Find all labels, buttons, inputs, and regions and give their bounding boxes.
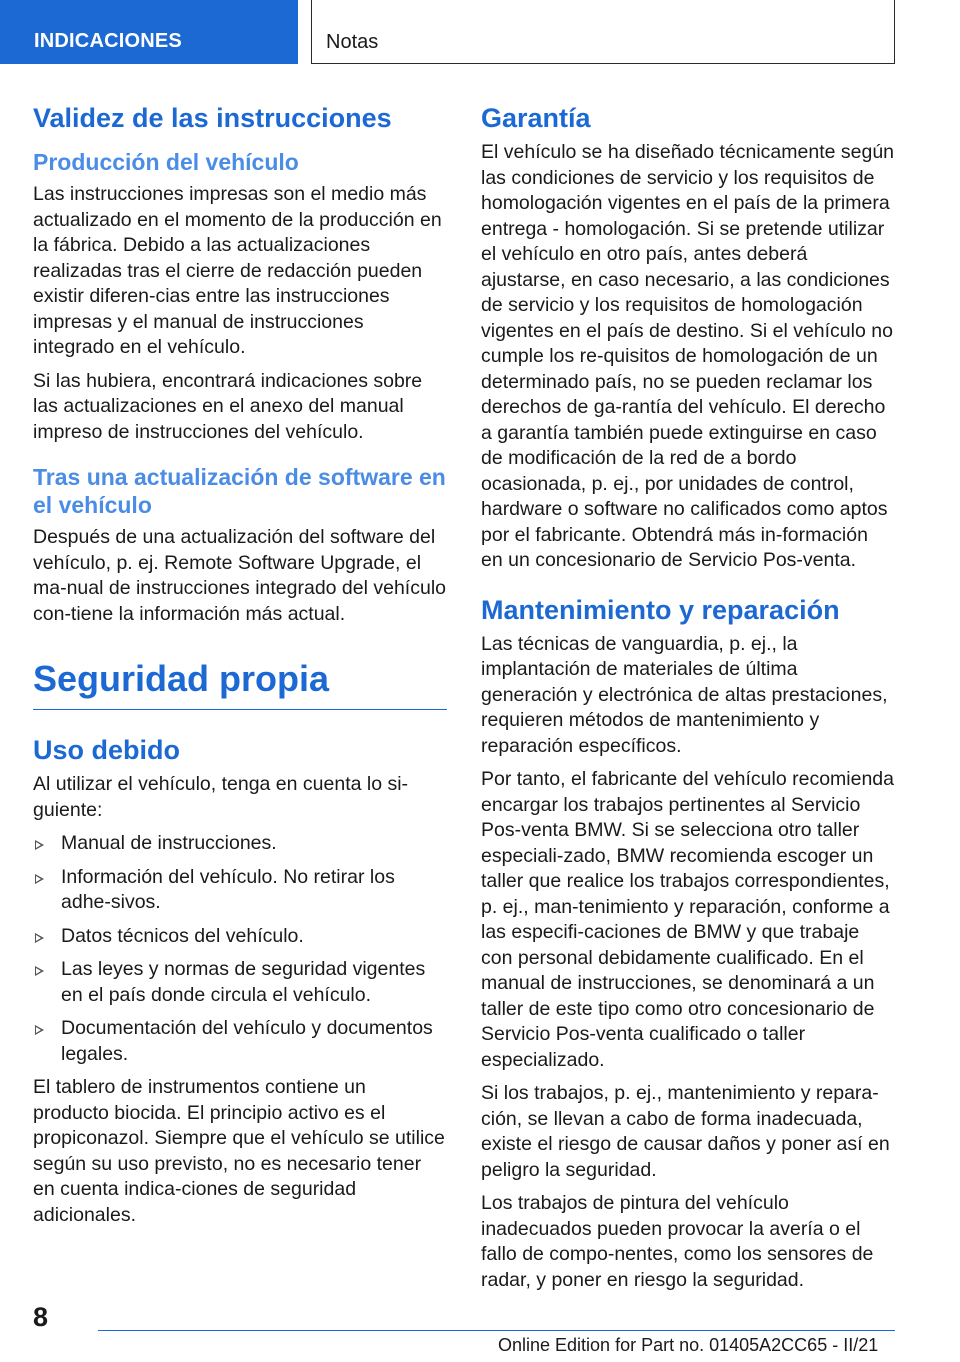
paragraph-mantenimiento-3: Si los trabajos, p. ej., mantenimiento y repara‐ción, se llevan a cabo de forma inadecuada, existe el riesgo de causar daños y poner así en peligro la seguridad. [481,1082,890,1181]
section-tab-label: INDICACIONES [34,30,182,52]
triangle-bullet-icon [35,874,44,884]
notes-box [311,0,895,64]
heading-uso-debido: Uso debido [33,735,180,765]
heading-garantia: Garantía [481,103,591,133]
list-item-text: Documentación del vehículo y documentos legales. [61,1017,433,1065]
list-item [33,924,447,950]
triangle-bullet-icon [35,933,44,943]
triangle-bullet-icon [35,1025,44,1035]
paragraph-mantenimiento-1: Las técnicas de vanguardia, p. ej., la implantación de materiales de última generación y electrónica de altas prestaciones, requieren métodos de mantenimiento y reparación específicos. [481,632,888,757]
list-item-text: Datos técnicos del vehículo. [61,924,304,947]
heading-mantenimiento: Mantenimiento y reparación [481,594,840,625]
triangle-bullet-icon [35,840,44,850]
list-item-text: Las leyes y normas de seguridad vigentes en el país donde circula el vehículo. [61,958,426,1006]
paragraph-mantenimiento-4: Los trabajos de pintura del vehículo inadecuados pueden provocar la avería o el fallo de compo‐nentes, como los sensores de radar, y poner en riesgo la seguridad. [481,1192,874,1291]
list-item [33,831,447,857]
page-number: 8 [33,1302,49,1332]
list-item [33,957,447,1008]
paragraph-mantenimiento-2: Por tanto, el fabricante del vehículo recomienda encargar los trabajos pertinentes al Servicio Pos‐venta BMW. Si se selecciona otro taller especiali‐zado, BMW recomienda escoger un taller que realice los trabajos correspondientes, p. ej., man‐tenimiento y reparación, conforme a las especifi‐caciones de BMW y que trabaje con personal debidamente cualificado. En el manual de instrucciones, se denominará a un taller de este tipo como otro concesionario de Servicio Pos‐venta cualificado o taller especializado. [481,768,894,1071]
paragraph-tablero: El tablero de instrumentos contiene un producto biocida. El principio activo es el propiconazol. Siempre que el vehículo se utilice según su uso previsto, no es necesario tener en cuenta indica‐ciones de seguridad adicionales. [33,1076,445,1226]
left-column [33,100,447,1236]
footer-divider [98,1330,895,1331]
heading-tras-actualizacion: Tras una actualización de software en el vehículo [33,464,446,518]
triangle-bullet-icon [35,966,44,976]
heading-produccion: Producción del vehículo [33,149,299,175]
paragraph-uso-debido: Al utilizar el vehículo, tenga en cuenta lo si‐guiente: [33,773,409,821]
heading-seguridad-propia: Seguridad propia [33,657,447,710]
edition-label: Online Edition for Part no. 01405A2CC65 - II/21 [498,1335,879,1355]
paragraph-produccion-2: Si las hubiera, encontrará indicaciones sobre las actualizaciones en el anexo del manual impreso de instrucciones del vehículo. [33,369,423,443]
list-item-text: Manual de instrucciones. [61,832,277,854]
list-item [33,865,447,916]
list-item-text: Información del vehículo. No retirar los adhe‐sivos. [61,865,395,913]
heading-validez: Validez de las instrucciones [33,103,392,133]
paragraph-tras-actualizacion: Después de una actualización del software del vehículo, p. ej. Remote Software Upgrade, el ma‐nual de instrucciones integrado del vehículo con‐tiene la información más actual. [33,526,446,625]
paragraph-garantia: El vehículo se ha diseñado técnicamente según las condiciones de servicio y los requisitos de homologación vigentes en el país de la primera entrega - homologación. Si se pretende utilizar el vehículo en otro país, antes deberá ajustarse, en caso necesario, a las condiciones de servicio y los requisitos de homologación vigentes en el país de destino. Si el vehículo no cumple los re‐quisitos de homologación de un determinado país, no se pueden reclamar los derechos de ga‐rantía del vehículo. El derecho a garantía también puede extinguirse en caso de modificación de la red de a bordo ocasionada, p. ej., por unidades de control, hardware o software no calificados como aptos por el fabricante. Obtendrá más in‐formación en un concesionario de Servicio Pos‐venta. [481,141,895,571]
notes-label: Notas [326,31,379,53]
paragraph-produccion-1: Las instrucciones impresas son el medio más actualizado en el momento de la producción en la fábrica. Debido a las actualizaciones realizadas tras el cierre de redacción pueden existir diferen‐cias entre las instrucciones impresas y el manual de instrucciones integrado en el vehículo. [33,183,442,358]
uso-list [33,831,447,1067]
right-column [481,100,895,1301]
section-tab [0,0,298,64]
list-item [33,1016,447,1067]
